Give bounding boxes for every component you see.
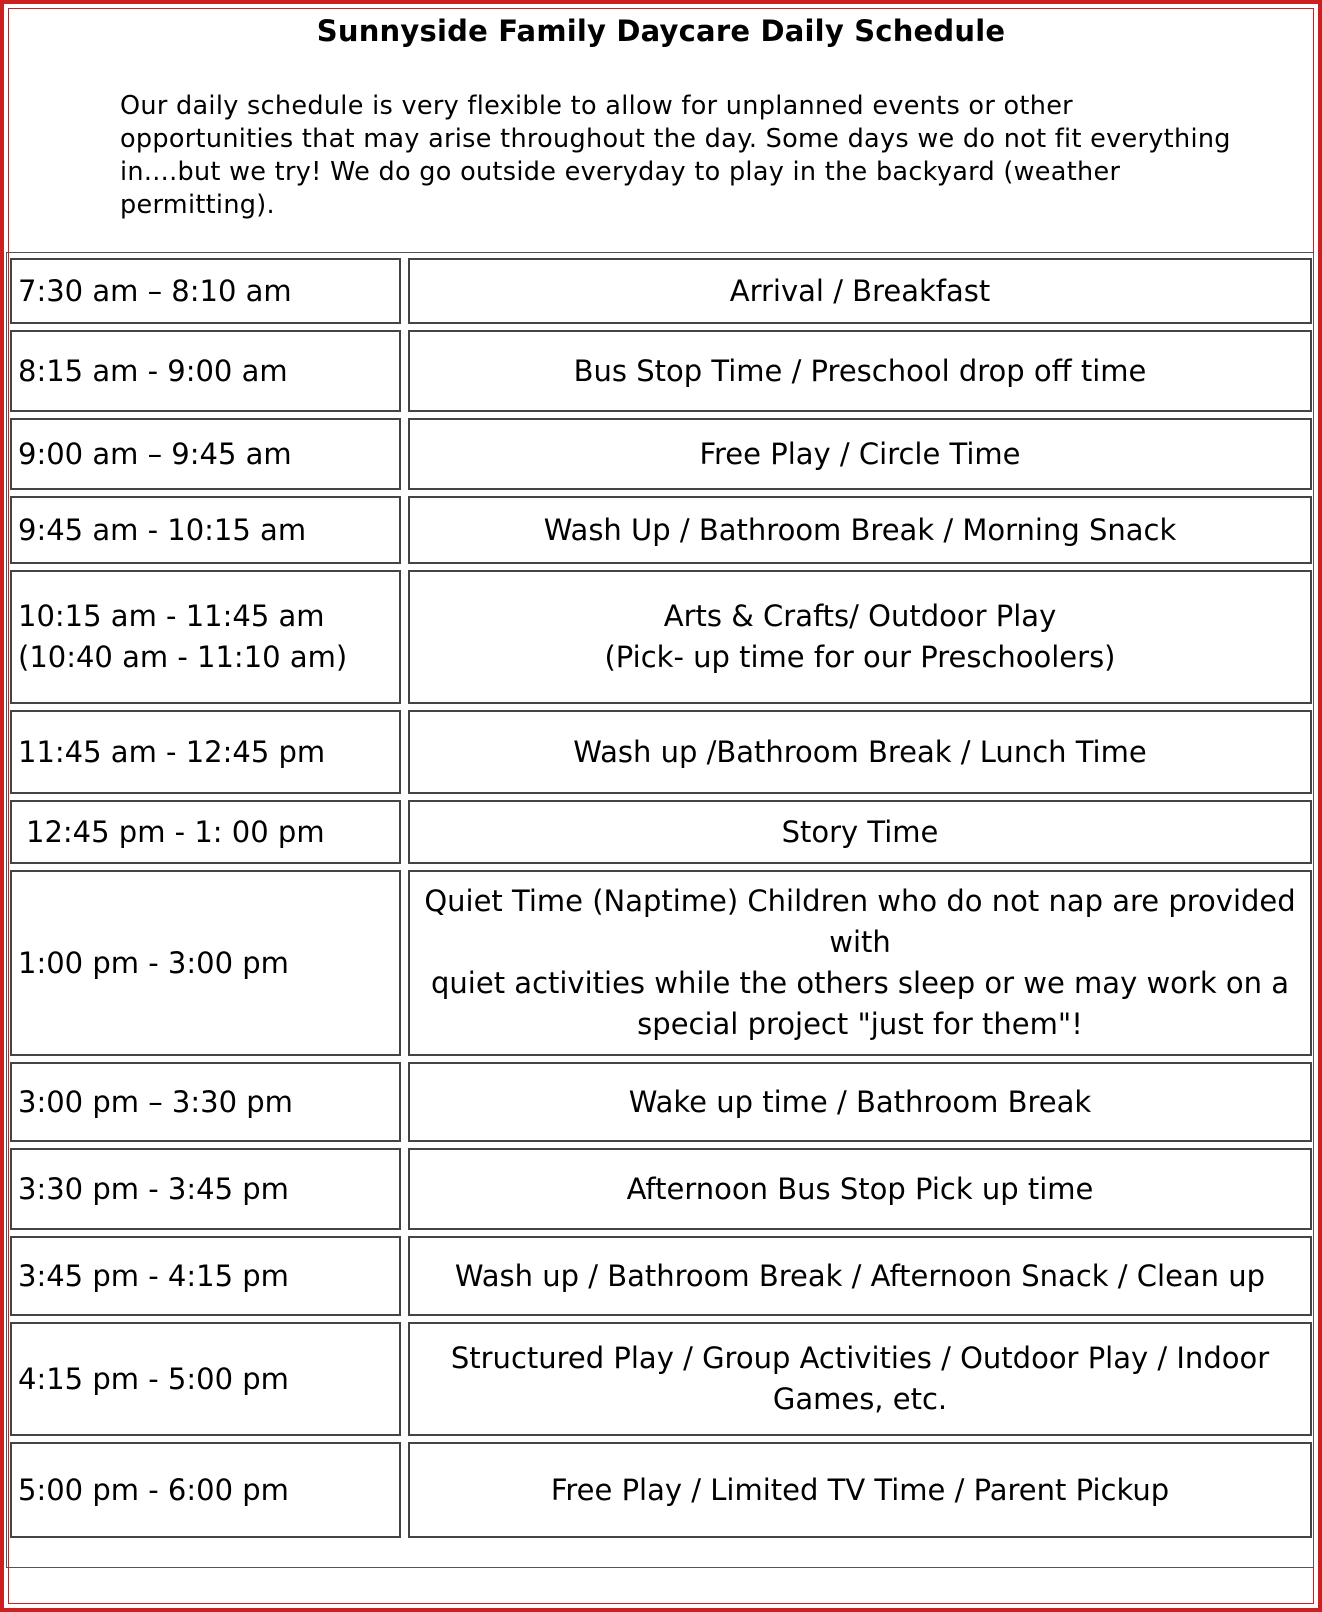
activity-text: Arrival / Breakfast — [729, 273, 991, 308]
time-cell — [10, 570, 401, 704]
time-cell — [10, 1322, 401, 1436]
schedule-row — [10, 570, 1312, 704]
activity-text: Wash Up / Bathroom Break / Morning Snack — [543, 512, 1177, 547]
schedule-row — [10, 496, 1312, 564]
schedule-row — [10, 1062, 1312, 1142]
activity-text: Story Time — [781, 814, 939, 849]
intro-text: Our daily schedule is very flexible to allow for unplanned events or other opportunities that may arise throughout the day. Some days we do not fit everything in....but we try! We do go outside everyday to play in the backyard (weather permitting). — [120, 91, 1231, 220]
activity-text: Quiet Time (Naptime) Children who do not nap are provided with — [424, 884, 1296, 959]
time-cell — [10, 800, 401, 864]
schedule-row — [10, 800, 1312, 864]
time-text: 11:45 am - 12:45 pm — [18, 734, 326, 769]
activity-text: Wake up time / Bathroom Break — [628, 1084, 1092, 1119]
time-text: 10:15 am - 11:45 am — [18, 599, 325, 633]
activity-text: Free Play / Circle Time — [699, 436, 1021, 471]
schedule-row — [10, 1442, 1312, 1538]
time-cell — [10, 710, 401, 794]
time-text: (10:40 am - 11:10 am) — [18, 640, 348, 674]
activity-cell — [408, 418, 1312, 490]
schedule-row — [10, 870, 1312, 1056]
activity-cell — [408, 1442, 1312, 1538]
activity-cell — [408, 870, 1312, 1056]
schedule-row — [10, 710, 1312, 794]
time-text: 4:15 pm - 5:00 pm — [18, 1361, 289, 1396]
time-cell — [10, 330, 401, 412]
schedule-row — [10, 330, 1312, 412]
time-cell — [10, 1236, 401, 1316]
activity-text: Free Play / Limited TV Time / Parent Pickup — [550, 1472, 1170, 1507]
activity-text: Wash up /Bathroom Break / Lunch Time — [573, 734, 1147, 769]
time-text: 3:45 pm - 4:15 pm — [18, 1258, 289, 1293]
time-text: 1:00 pm - 3:00 pm — [18, 945, 289, 980]
schedule-row — [10, 1322, 1312, 1436]
activity-cell — [408, 800, 1312, 864]
time-cell — [10, 870, 401, 1056]
schedule-row — [10, 1236, 1312, 1316]
activity-cell — [408, 710, 1312, 794]
activity-text: Games, etc. — [772, 1382, 948, 1416]
activity-cell — [408, 1062, 1312, 1142]
time-cell — [10, 1148, 401, 1230]
time-text: 12:45 pm - 1: 00 pm — [26, 814, 325, 849]
activity-text: Wash up / Bathroom Break / Afternoon Snack / Clean up — [454, 1258, 1266, 1293]
activity-text: Arts & Crafts/ Outdoor Play — [663, 599, 1057, 633]
activity-cell — [408, 570, 1312, 704]
activity-cell — [408, 496, 1312, 564]
time-text: 8:15 am - 9:00 am — [18, 353, 288, 388]
activity-text: quiet activities while the others sleep or we may work on a — [431, 966, 1289, 1000]
schedule-body — [10, 258, 1312, 1538]
time-text: 3:00 pm – 3:30 pm — [18, 1084, 293, 1119]
activity-cell — [408, 1322, 1312, 1436]
activity-cell — [408, 330, 1312, 412]
time-text: 3:30 pm - 3:45 pm — [18, 1171, 289, 1206]
time-cell — [10, 1442, 401, 1538]
page-title: Sunnyside Family Daycare Daily Schedule — [316, 14, 1006, 48]
activity-text: special project "just for them"! — [637, 1007, 1083, 1041]
time-cell — [10, 418, 401, 490]
time-text: 9:00 am – 9:45 am — [18, 436, 292, 471]
activity-text: Afternoon Bus Stop Pick up time — [626, 1171, 1094, 1206]
activity-text: (Pick- up time for our Preschoolers) — [604, 640, 1116, 674]
time-cell — [10, 1062, 401, 1142]
time-text: 5:00 pm - 6:00 pm — [18, 1472, 289, 1507]
activity-cell — [408, 1148, 1312, 1230]
activity-text: Structured Play / Group Activities / Outdoor Play / Indoor — [450, 1341, 1270, 1375]
activity-text: Bus Stop Time / Preschool drop off time — [573, 353, 1147, 388]
intro-paragraph — [120, 90, 1250, 222]
schedule-table-frame — [6, 252, 1314, 1568]
activity-cell — [408, 258, 1312, 324]
time-cell — [10, 258, 401, 324]
schedule-table — [3, 252, 1319, 1544]
time-text: 9:45 am - 10:15 am — [18, 512, 307, 547]
schedule-row — [10, 1148, 1312, 1230]
schedule-row — [10, 258, 1312, 324]
time-text: 7:30 am – 8:10 am — [18, 273, 292, 308]
schedule-row — [10, 418, 1312, 490]
activity-cell — [408, 1236, 1312, 1316]
time-cell — [10, 496, 401, 564]
